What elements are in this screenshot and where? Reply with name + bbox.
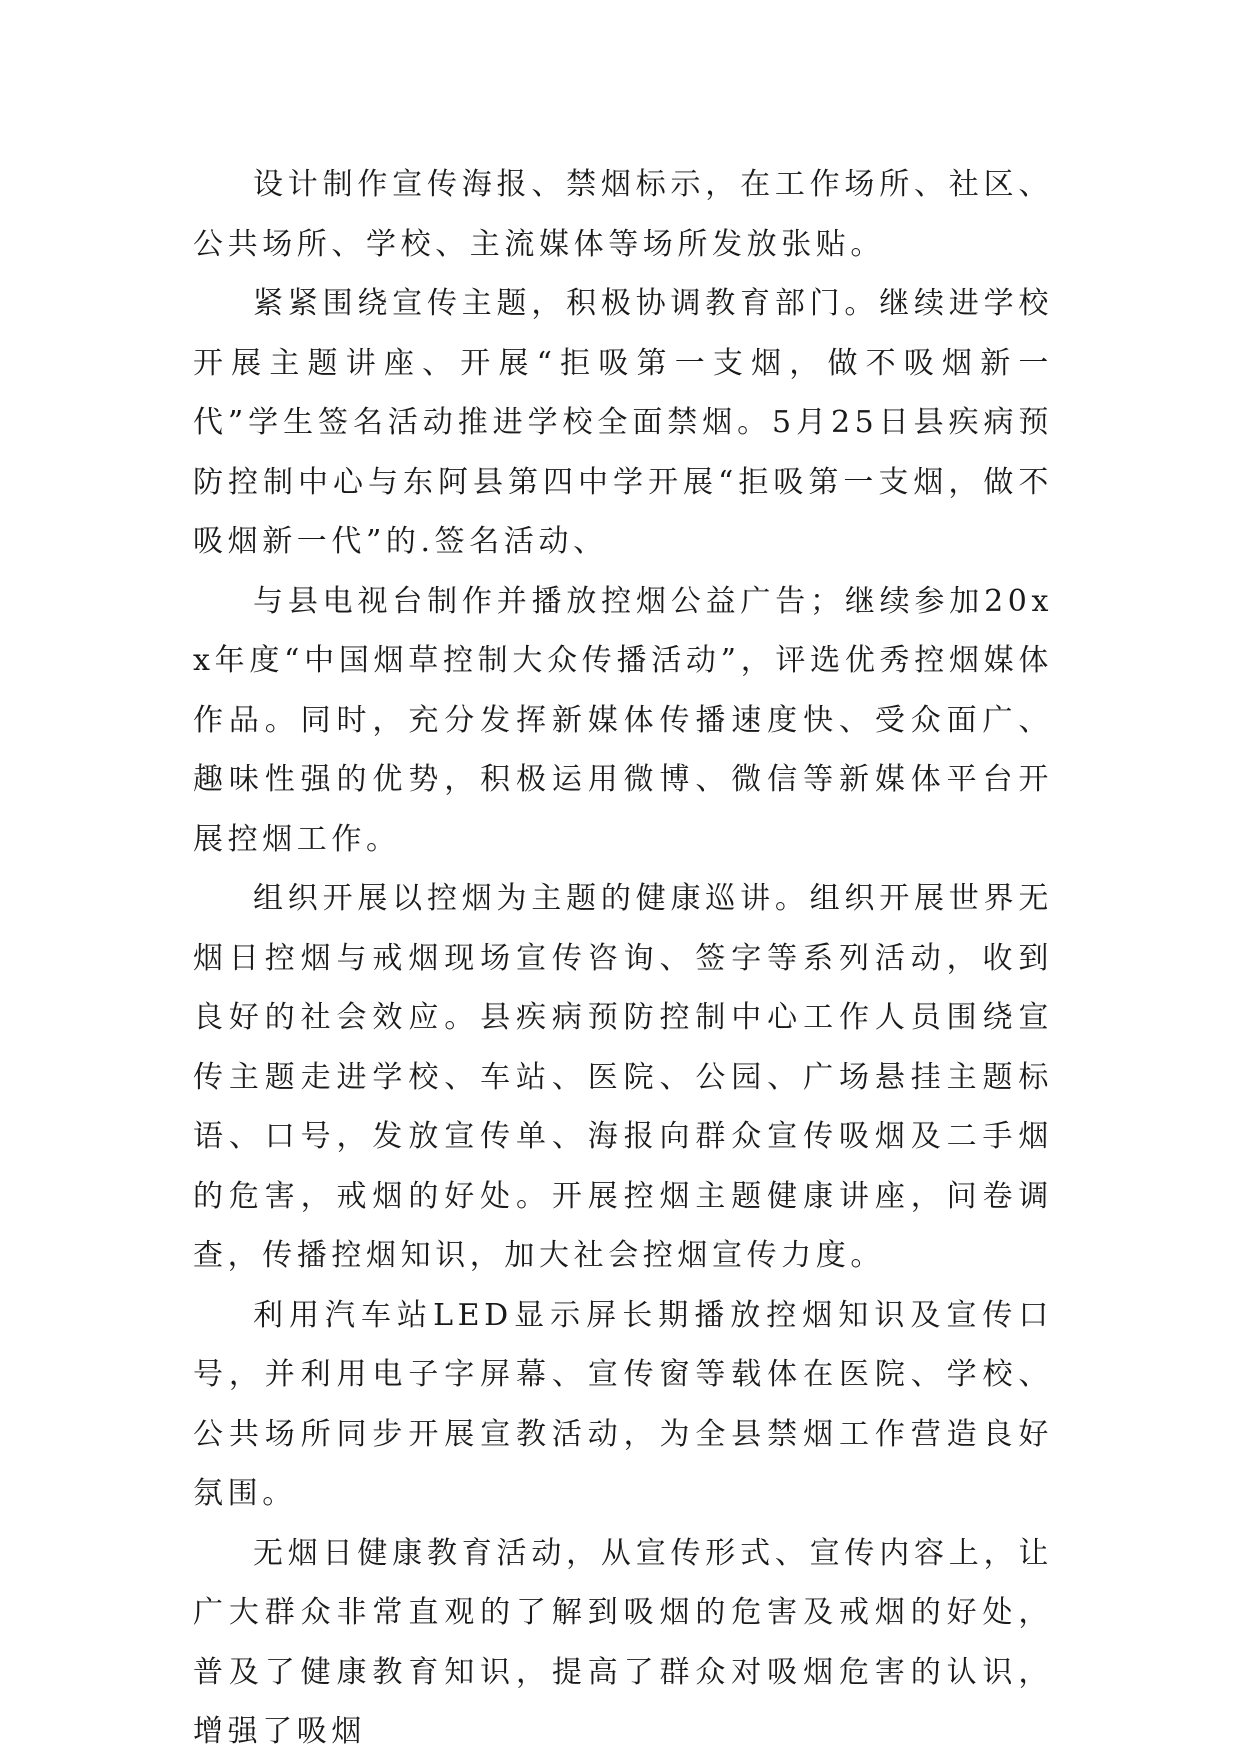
paragraph-1: 设计制作宣传海报、禁烟标示，在工作场所、社区、公共场所、学校、主流媒体等场所发放张贴。 bbox=[193, 167, 1053, 262]
paragraph-4: 组织开展以控烟为主题的健康巡讲。组织开展世界无烟日控烟与戒烟现场宣传咨询、签字等系列活动，收到良好的社会效应。县疾病预防控制中心工作人员围绕宣传主题走进学校、车站、医院、公园、广场悬挂主题标语、口号，发放宣传单、海报向群众宣传吸烟及二手烟的危害，戒烟的好处。开展控烟主题健康讲座，问卷调查，传播控烟知识，加大社会控烟宣传力度。 bbox=[193, 881, 1053, 1273]
paragraph-6: 无烟日健康教育活动，从宣传形式、宣传内容上，让广大群众非常直观的了解到吸烟的危害及戒烟的好处，普及了健康教育知识，提高了群众对吸烟危害的认识，增强了吸烟 bbox=[193, 1535, 1053, 1749]
document-body bbox=[193, 155, 1053, 1762]
paragraph-2: 紧紧围绕宣传主题，积极协调教育部门。继续进学校开展主题讲座、开展“拒吸第一支烟，做不吸烟新一代”学生签名活动推进学校全面禁烟。5月25日县疾病预防控制中心与东阿县第四中学开展“拒吸第一支烟，做不吸烟新一代”的.签名活动、 bbox=[193, 286, 1053, 559]
paragraph-3: 与县电视台制作并播放控烟公益广告；继续参加20xx年度“中国烟草控制大众传播活动”，评选优秀控烟媒体作品。同时，充分发挥新媒体传播速度快、受众面广、趣味性强的优势，积极运用微博、微信等新媒体平台开展控烟工作。 bbox=[193, 583, 1053, 857]
paragraph-5: 利用汽车站LED显示屏长期播放控烟知识及宣传口号，并利用电子字屏幕、宣传窗等载体在医院、学校、公共场所同步开展宣教活动，为全县禁烟工作营造良好氛围。 bbox=[193, 1297, 1053, 1511]
